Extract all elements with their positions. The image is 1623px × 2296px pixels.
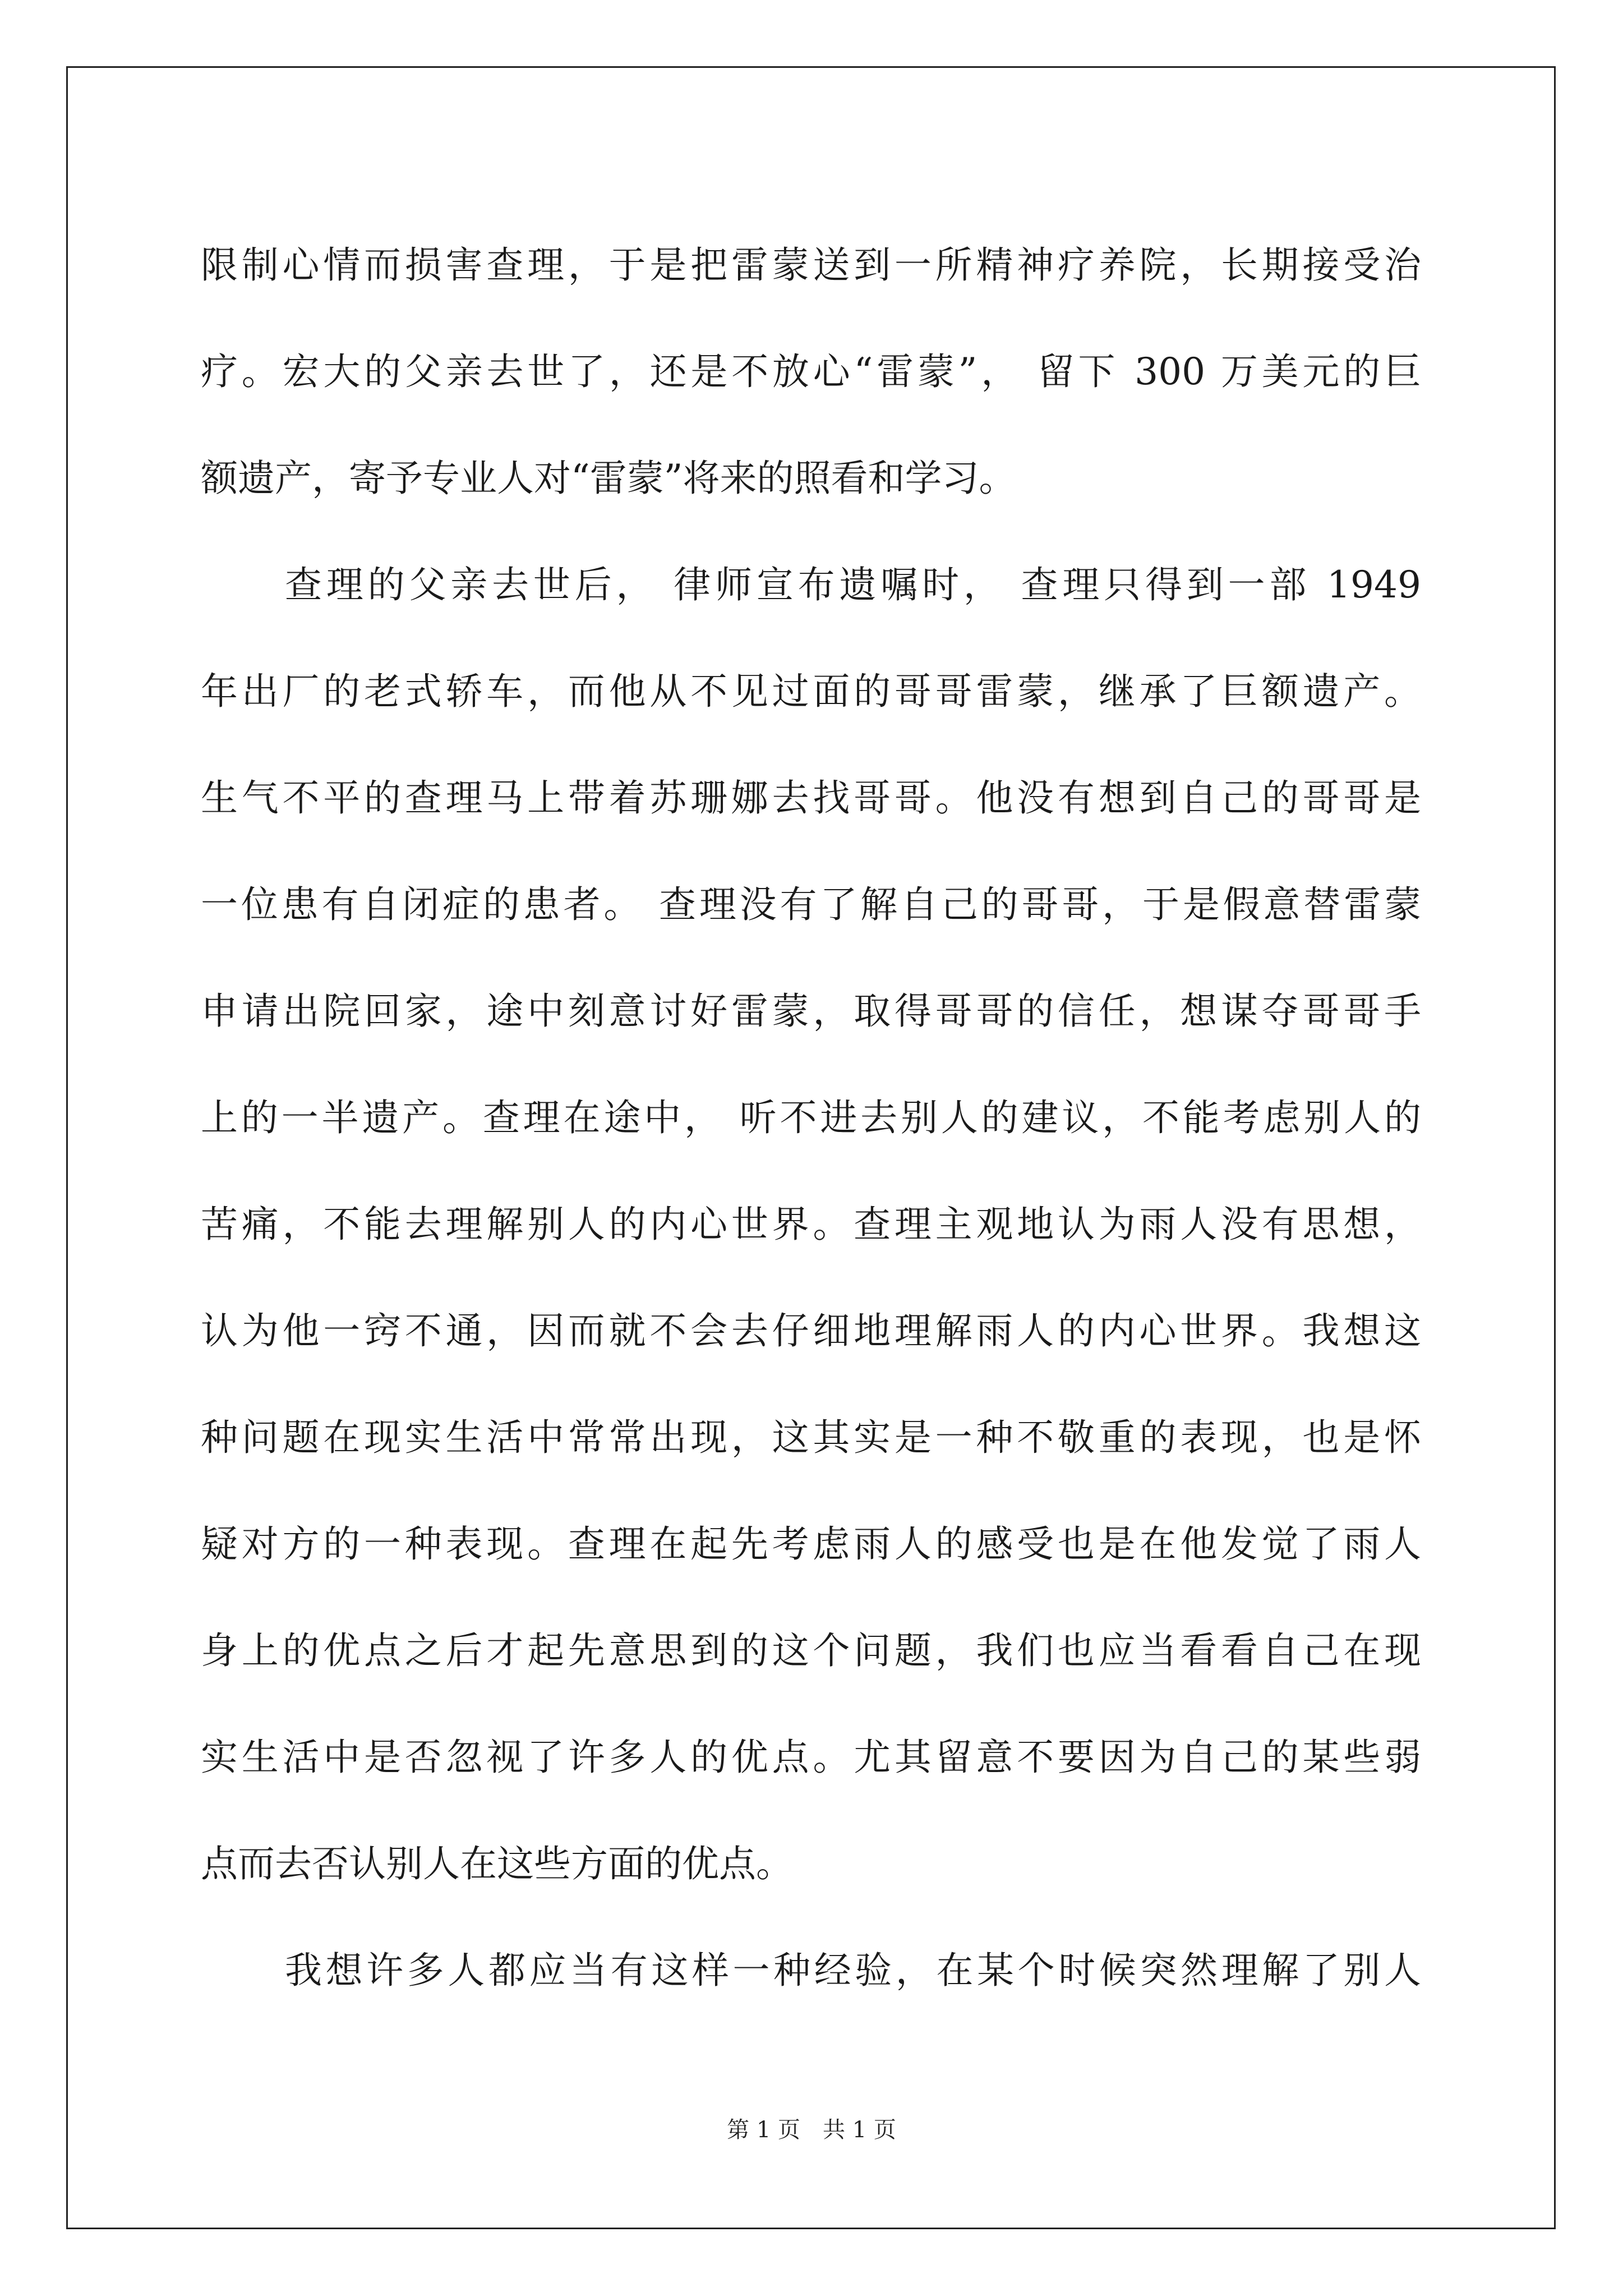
text-line: 限制心情而损害查理，于是把雷蒙送到一所精神疗养院，长期接受治 (201, 243, 1421, 287)
text-line: 查理的父亲去世后， 律师宣布遗嘱时， 查理只得到一部 1949 (285, 563, 1421, 606)
page-footer (0, 2112, 1623, 2144)
text-line: 一位患有自闭症的患者。 查理没有了解自己的哥哥，于是假意替雷蒙 (201, 883, 1421, 926)
text-line: 苦痛，不能去理解别人的内心世界。查理主观地认为雨人没有思想， (201, 1203, 1421, 1246)
text-line: 申请出院回家，途中刻意讨好雷蒙，取得哥哥的信任，想谋夺哥哥手 (201, 990, 1421, 1033)
text-line: 额遗产，寄予专业人对“雷蒙”将来的照看和学习。 (201, 457, 1016, 500)
text-line: 认为他一窍不通，因而就不会去仔细地理解雨人的内心世界。我想这 (201, 1309, 1421, 1352)
text-line: 身上的优点之后才起先意思到的这个问题，我们也应当看看自己在现 (201, 1629, 1421, 1672)
text-line: 疑对方的一种表现。查理在起先考虑雨人的感受也是在他发觉了雨人 (201, 1522, 1421, 1566)
text-line: 种问题在现实生活中常常出现，这其实是一种不敬重的表现，也是怀 (201, 1416, 1421, 1459)
text-line: 生气不平的查理马上带着苏珊娜去找哥哥。他没有想到自己的哥哥是 (201, 776, 1421, 820)
page-number-label: 第 1 页 共 1 页 (727, 2117, 896, 2143)
text-line: 我想许多人都应当有这样一种经验，在某个时候突然理解了别人 (285, 1949, 1421, 1992)
document-body (201, 212, 1421, 2024)
text-line: 实生活中是否忽视了许多人的优点。尤其留意不要因为自己的某些弱 (201, 1736, 1421, 1779)
text-line: 点而去否认别人在这些方面的优点。 (201, 1842, 793, 1885)
text-line: 疗。宏大的父亲去世了，还是不放心“雷蒙”， 留下 300 万美元的巨 (201, 350, 1421, 393)
text-line: 上的一半遗产。查理在途中， 听不进去别人的建议，不能考虑别人的 (201, 1096, 1421, 1139)
text-line: 年出厂的老式轿车，而他从不见过面的哥哥雷蒙，继承了巨额遗产。 (201, 670, 1421, 713)
